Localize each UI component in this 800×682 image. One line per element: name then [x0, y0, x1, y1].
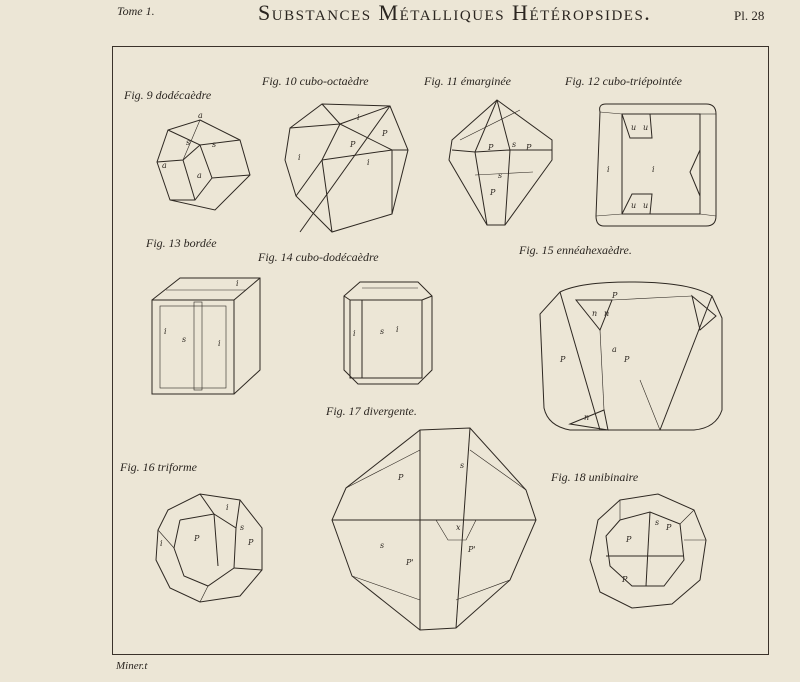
label-p: P — [612, 291, 618, 300]
caption-fig16: Fig. 16 triforme — [120, 460, 197, 474]
caption-fig11: Fig. 11 émarginée — [424, 74, 511, 88]
label-p: P — [624, 355, 630, 364]
crystal-fig18 — [590, 494, 706, 608]
label-pp: P' — [468, 545, 476, 554]
label-p: P — [526, 143, 532, 152]
label-p: P — [622, 575, 628, 584]
caption-fig14: Fig. 14 cubo-dodécaèdre — [258, 250, 379, 264]
label-a: a — [197, 171, 202, 180]
label-i: i — [357, 113, 360, 122]
plate-title: Substances Métalliques Hétéropsides. — [258, 0, 652, 25]
label-p: P — [194, 534, 200, 543]
label-s: s — [380, 327, 385, 336]
label-u: u — [631, 123, 637, 132]
label-n: n — [604, 309, 610, 318]
label-a: a — [162, 161, 167, 170]
caption-fig15: Fig. 15 ennéahexaèdre. — [519, 243, 632, 257]
caption-fig13: Fig. 13 bordée — [146, 236, 217, 250]
label-s: s — [380, 541, 385, 550]
label-u: u — [643, 201, 649, 210]
label-s: s — [186, 138, 191, 147]
caption-fig9: Fig. 9 dodécaèdre — [124, 88, 212, 102]
label-a: a — [612, 345, 617, 354]
label-i: i — [236, 279, 239, 288]
caption-fig10: Fig. 10 cubo-octaèdre — [262, 74, 369, 88]
label-pp: P' — [406, 558, 414, 567]
label-i: i — [298, 153, 301, 162]
caption-fig17: Fig. 17 divergente. — [326, 404, 417, 418]
label-s: s — [212, 140, 217, 149]
crystal-fig14 — [344, 282, 432, 384]
caption-fig18: Fig. 18 unibinaire — [551, 470, 639, 484]
label-s: s — [182, 335, 187, 344]
label-s: s — [240, 523, 245, 532]
label-s: s — [460, 461, 465, 470]
crystal-fig13 — [152, 278, 260, 394]
plate-number: Pl. 28 — [734, 8, 765, 23]
label-i: i — [396, 325, 399, 334]
crystal-fig9 — [157, 111, 250, 210]
label-p: P — [666, 523, 672, 532]
label-p: P — [626, 535, 632, 544]
label-p: P — [398, 473, 404, 482]
crystal-fig12 — [596, 104, 716, 226]
label-i: i — [652, 165, 655, 174]
label-a: a — [198, 111, 203, 120]
label-i: i — [160, 539, 163, 548]
label-n: n — [584, 413, 590, 422]
caption-fig12: Fig. 12 cubo-triépointée — [565, 74, 682, 88]
crystal-fig10 — [285, 104, 408, 232]
volume-label: Tome 1. — [117, 4, 155, 18]
crystal-fig17 — [332, 428, 536, 630]
label-p: P — [248, 538, 254, 547]
crystal-fig15 — [540, 282, 722, 430]
label-i: i — [226, 503, 229, 512]
label-s: s — [498, 171, 503, 180]
label-s: s — [512, 140, 517, 149]
label-i: i — [164, 327, 167, 336]
crystal-fig11 — [449, 100, 552, 225]
label-i: i — [353, 329, 356, 338]
label-p: P — [488, 143, 494, 152]
label-u: u — [631, 201, 637, 210]
label-u: u — [643, 123, 649, 132]
label-p: P — [382, 129, 388, 138]
label-p: P — [560, 355, 566, 364]
label-p: P — [490, 188, 496, 197]
label-i: i — [367, 158, 370, 167]
crystal-fig16 — [156, 494, 262, 602]
engraver-signature: Miner.t — [116, 660, 148, 672]
label-i: i — [218, 339, 221, 348]
label-s: s — [655, 518, 660, 527]
label-p: P — [350, 140, 356, 149]
label-x: x — [456, 523, 461, 532]
label-n: n — [592, 309, 598, 318]
label-i: i — [607, 165, 610, 174]
